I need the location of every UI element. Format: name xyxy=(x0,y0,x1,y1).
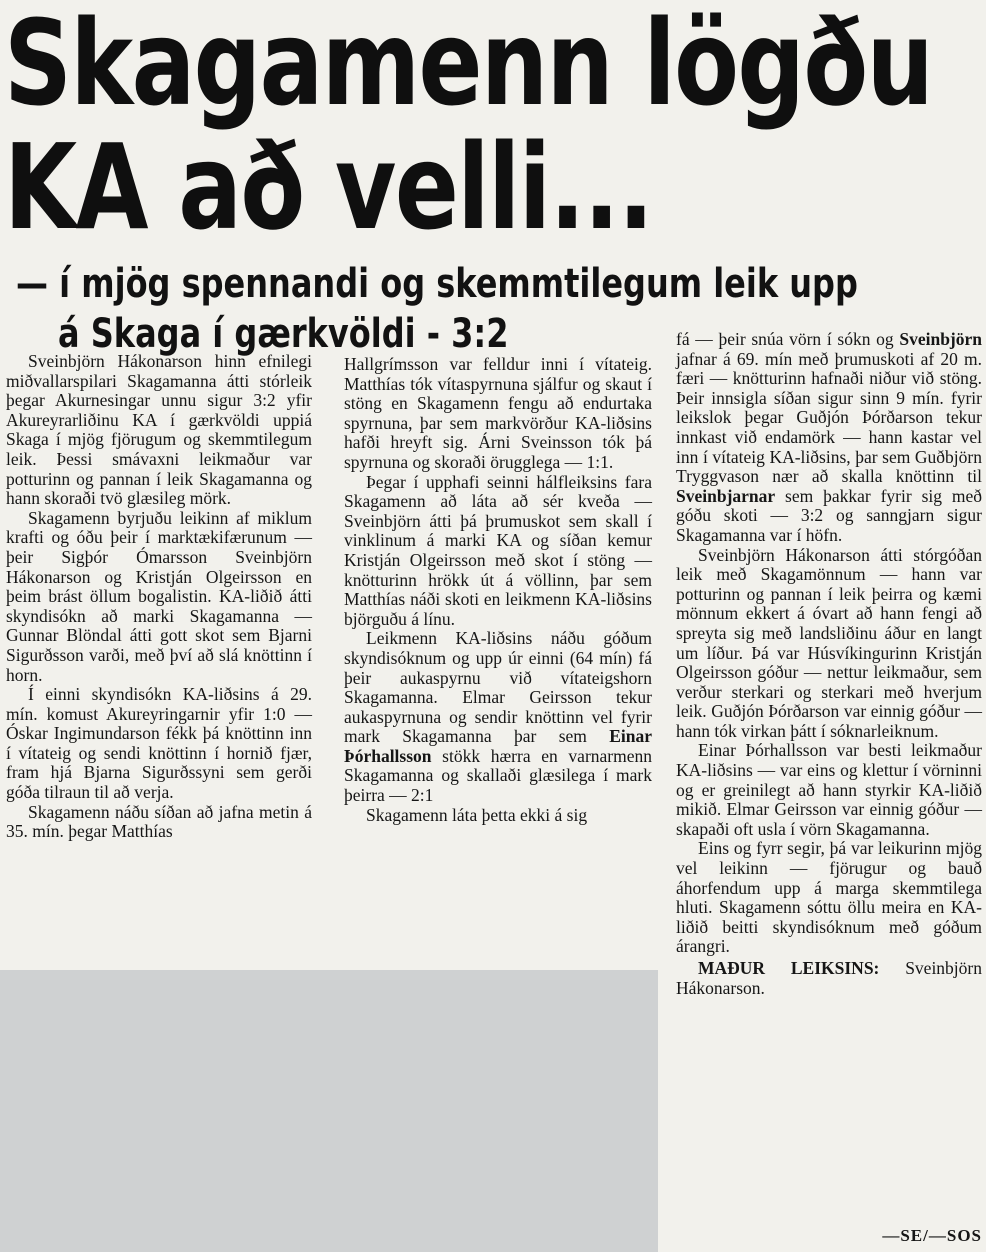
paragraph-text: sem þakkar fyrir sig með góðu skoti — 3:2 og sanngjarn sigur Skagamanna var í höfn. xyxy=(676,485,982,545)
paragraph-text: stökk hærra en varnarmenn Skagamanna og skallaði glæsilega í mark þeirra — 2:1 xyxy=(344,745,652,806)
paragraph xyxy=(344,629,652,805)
article-column-1 xyxy=(6,352,312,842)
paragraph xyxy=(676,330,982,546)
player-name: Einar Þórhallsson xyxy=(344,726,653,766)
paragraph: Sveinbjörn Hákonarson átti stórgóðan leik með Skagamönnum — hann var potturinn og pannan í leik þeirra og kæmi mönnum ekkert á óvart að hann fengi að spreyta sig með landsliðinu áður en langt um líður. Þá var Húsvíkingurinn Kristján Olgeirsson góður — nettur leikmaður, sem verður sterkari og sterkari með hverjum leik. Guðjón Þórðarson var einnig góður — hann tók virkan þátt í sóknarleiknum. xyxy=(676,544,982,741)
article-column-2 xyxy=(344,355,652,825)
paragraph: Sveinbjörn Hákonarson hinn efnilegi miðvallarspilari Skagamanna átti stórleik þegar Akurnesingar unnu sigur 3:2 yfir Akureyrarliðinu KA í gærkvöldi uppiá Skaga í mjög fjörugum og skemmtilegum leik. Þessi smávaxni leikmaður var potturinn og pannan í leik Skagamanna og hann skoraði tvö glæsileg mörk. xyxy=(6,351,312,509)
paragraph: Skagamenn láta þetta ekki á sig xyxy=(366,804,588,825)
author-signature: —SE/—SOS xyxy=(882,1226,982,1245)
headline-line-1: Skagamenn lögðu xyxy=(4,0,933,132)
paragraph: Eins og fyrr segir, þá var leikurinn mjög vel leikinn — fjörugur og bauð áhorfendum upp á marga skemmtilega hluti. Skagamenn sóttu öllu meira en KA-liðið beitti skyndisóknum með góðum árangri. xyxy=(676,838,982,957)
subheadline-line-2: á Skaga í gærkvöldi - 3:2 xyxy=(58,311,509,357)
paragraph: Hallgrímsson var felldur inni í vítateig. Matthías tók vítaspyrnuna sjálfur og skaut í stöng en Skagamenn fengu að endurtaka spyrnuna, þar sem markvörður KA-liðsins hafði hreyft sig. Árni Sveinsson tók þá spyrnuna og skoraði örugglega — 1:1. xyxy=(344,354,652,472)
headline-line-2: KA að velli... xyxy=(4,118,653,256)
paragraph-text: fá — þeir snúa vörn í sókn og xyxy=(676,329,900,349)
subheadline-line-1: — í mjög spennandi og skemmtilegum leik upp xyxy=(16,261,858,307)
man-of-the-match xyxy=(676,959,982,998)
paragraph: Skagamenn náðu síðan að jafna metin á 35. mín. þegar Matthías xyxy=(6,801,312,842)
player-name: Sveinbjörn xyxy=(899,329,982,349)
man-of-the-match-value: Sveinbjörn Hákonarson. xyxy=(676,958,982,998)
man-of-the-match-label: MAÐUR LEIKSINS: xyxy=(698,958,880,978)
paragraph-text: Leikmenn KA-liðsins náðu góðum skyndisóknum og upp úr einni (64 mín) fá þeir aukaspyrnu við vítateigshorn Skagamanna. Elmar Geirsson tekur aukaspyrnuna og sendir knöttinn vel fyrir mark Skagamanna þar sem xyxy=(344,628,652,747)
paragraph: Þegar í upphafi seinni hálfleiksins fara Skagamenn að láta að sér kveða — Sveinbjörn átti þá þrumuskot sem skall í vinklinum á marki KA og síðan kemur Kristján Olgeirsson með skot í stöng — knötturinn hrökk út á völlinn, þar sem Matthías náði skoti en leikmenn KA-liðsins björguðu á línu. xyxy=(344,471,652,629)
paragraph: Einar Þórhallsson var besti leikmaður KA-liðsins — var eins og klettur í vörninni og er greinilegt að hann styrkir KA-liðið mikið. Elmar Geirsson var einnig góður — skapaði oft usla í vörn Skagamanna. xyxy=(676,740,982,839)
paragraph: Í einni skyndisókn KA-liðsins á 29. mín. komust Akureyringarnir yfir 1:0 — Óskar Ingimundarson fékk þá knöttinn inn í vítateig og sendi knöttinn í hornið fjær, fram hjá Bjarna Sigurðssyni sem gerði góða tilraun til að verja. xyxy=(6,684,312,803)
background-area xyxy=(0,970,658,1252)
paragraph-text: jafnar á 69. mín með þrumuskoti af 20 m. færi — knötturinn hafnaði niður við stöng. Þeir innsigla síðan sigur sinn 9 mín. fyrir leikslok þegar Guðjón Þórðarson tekur innkast við endamörk — hann kastar vel inn í vítateig KA-liðsins, þar sem Guðbjörn Tryggvason nær að skalla knöttinn til xyxy=(676,348,982,487)
paragraph: Skagamenn byrjuðu leikinn af miklum krafti og óðu þeir í marktækifærunum — þeir Sigþór Ómarsson Sveinbjörn Hákonarson og Kristján Olgeirsson en þeim brást öllum bogalistin. KA-liðið átti skyndisókn að marki Skagamanna — Gunnar Blöndal átti gott skot sem Bjarni Sigurðsson varði, með því að slá knöttinn í horn. xyxy=(6,507,312,685)
article-column-3 xyxy=(676,330,982,998)
player-name: Sveinbjarnar xyxy=(676,485,776,506)
